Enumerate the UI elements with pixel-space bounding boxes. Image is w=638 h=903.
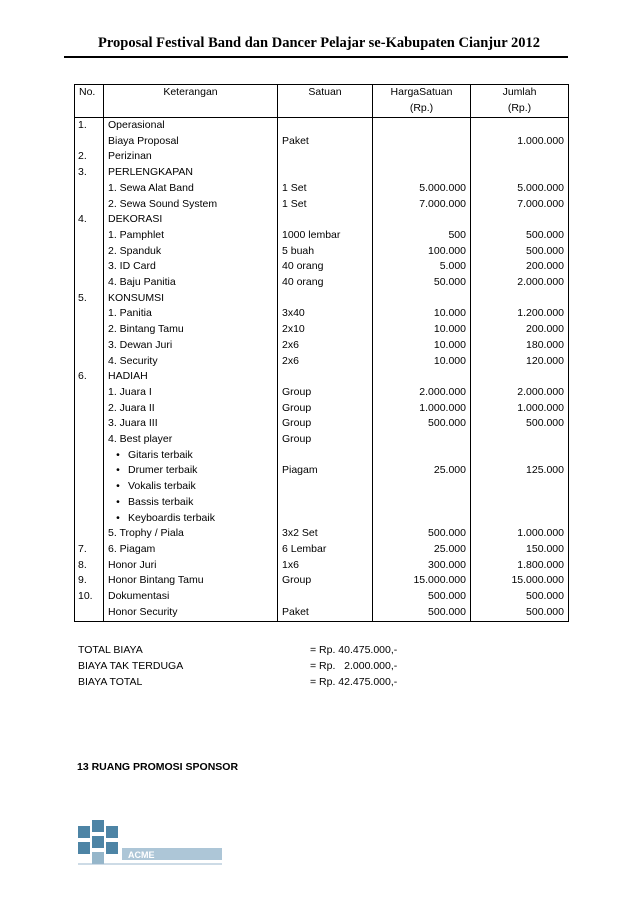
row-no-cell	[75, 526, 104, 542]
row-keterangan-cell: 2. Spanduk	[104, 244, 278, 260]
row-jumlah-cell: 200.000	[471, 259, 569, 275]
table-row	[75, 479, 569, 495]
row-satuan-cell: 2x6	[278, 338, 373, 354]
total-label: BIAYA TAK TERDUGA	[78, 660, 184, 672]
row-harga-cell	[373, 149, 471, 165]
row-jumlah-cell: 500.000	[471, 589, 569, 605]
row-satuan-cell: Group	[278, 573, 373, 589]
row-harga-cell: 5.000.000	[373, 181, 471, 197]
row-keterangan-cell: 3. ID Card	[104, 259, 278, 275]
row-keterangan-cell: • Gitaris terbaik	[104, 448, 278, 464]
row-harga-cell: 10.000	[373, 322, 471, 338]
row-satuan-cell: 1 Set	[278, 181, 373, 197]
table-row	[75, 322, 569, 338]
row-satuan-cell: 1000 lembar	[278, 228, 373, 244]
table-row	[75, 432, 569, 448]
table-row	[75, 181, 569, 197]
header-harga-line2: (Rp.)	[409, 101, 434, 114]
row-satuan-cell	[278, 511, 373, 527]
row-harga-cell	[373, 134, 471, 150]
row-keterangan-cell: 2. Juara II	[104, 401, 278, 417]
row-keterangan-cell: 3. Juara III	[104, 416, 278, 432]
row-jumlah-cell: 1.000.000	[471, 526, 569, 542]
row-jumlah-cell: 500.000	[471, 605, 569, 621]
row-jumlah-cell: 500.000	[471, 416, 569, 432]
table-row	[75, 165, 569, 181]
row-satuan-cell: Group	[278, 385, 373, 401]
row-no-cell	[75, 401, 104, 417]
row-no-cell	[75, 134, 104, 150]
row-harga-cell	[373, 432, 471, 448]
row-satuan-cell: 3x40	[278, 306, 373, 322]
row-harga-cell: 10.000	[373, 354, 471, 370]
row-no-cell: 9.	[75, 573, 104, 589]
table-row	[75, 448, 569, 464]
row-no-cell	[75, 463, 104, 479]
table-row	[75, 275, 569, 291]
row-harga-cell: 500.000	[373, 605, 471, 621]
header-satuan: Satuan	[278, 85, 373, 118]
header-jumlah-line2: (Rp.)	[507, 101, 532, 114]
row-harga-cell: 300.000	[373, 558, 471, 574]
row-harga-cell: 10.000	[373, 306, 471, 322]
row-keterangan-cell: 5. Trophy / Piala	[104, 526, 278, 542]
table-row	[75, 589, 569, 605]
row-jumlah-cell	[471, 291, 569, 307]
row-harga-cell: 7.000.000	[373, 197, 471, 213]
table-row	[75, 495, 569, 511]
total-biaya-row	[74, 642, 568, 658]
table-row	[75, 416, 569, 432]
row-keterangan-cell: Biaya Proposal	[104, 134, 278, 150]
row-harga-cell: 2.000.000	[373, 385, 471, 401]
row-jumlah-cell: 1.800.000	[471, 558, 569, 574]
row-no-cell: 2.	[75, 149, 104, 165]
row-no-cell	[75, 181, 104, 197]
row-satuan-cell: Paket	[278, 134, 373, 150]
row-keterangan-cell: 4. Best player	[104, 432, 278, 448]
row-no-cell: 8.	[75, 558, 104, 574]
row-jumlah-cell	[471, 511, 569, 527]
row-satuan-cell: 3x2 Set	[278, 526, 373, 542]
row-keterangan-cell: 3. Dewan Juri	[104, 338, 278, 354]
header-jumlah	[471, 85, 569, 118]
row-no-cell: 7.	[75, 542, 104, 558]
table-row	[75, 369, 569, 385]
row-jumlah-cell: 2.000.000	[471, 275, 569, 291]
table-row	[75, 228, 569, 244]
table-row	[75, 463, 569, 479]
header-jumlah-line1: Jumlah	[502, 86, 537, 98]
row-jumlah-cell: 2.000.000	[471, 385, 569, 401]
table-row	[75, 306, 569, 322]
row-harga-cell: 500	[373, 228, 471, 244]
row-satuan-cell: 5 buah	[278, 244, 373, 260]
table-row	[75, 118, 569, 134]
row-jumlah-cell	[471, 149, 569, 165]
row-jumlah-cell: 500.000	[471, 244, 569, 260]
row-keterangan-cell: 4. Security	[104, 354, 278, 370]
row-jumlah-cell: 200.000	[471, 322, 569, 338]
table-row	[75, 149, 569, 165]
row-satuan-cell: 1x6	[278, 558, 373, 574]
row-keterangan-cell: KONSUMSI	[104, 291, 278, 307]
total-value: = Rp. 42.475.000,-	[310, 676, 398, 688]
header-keterangan: Keterangan	[104, 85, 278, 118]
row-keterangan-cell: • Drumer terbaik	[104, 463, 278, 479]
row-satuan-cell	[278, 149, 373, 165]
row-harga-cell: 50.000	[373, 275, 471, 291]
row-jumlah-cell	[471, 118, 569, 134]
table-row	[75, 259, 569, 275]
row-jumlah-cell	[471, 432, 569, 448]
row-no-cell	[75, 197, 104, 213]
row-harga-cell	[373, 495, 471, 511]
row-jumlah-cell	[471, 369, 569, 385]
row-harga-cell	[373, 511, 471, 527]
table-row	[75, 526, 569, 542]
budget-table	[74, 84, 569, 622]
document-title: Proposal Festival Band dan Dancer Pelajar se-Kabupaten Cianjur 2012	[97, 35, 540, 51]
biaya-total-row	[74, 674, 568, 690]
row-satuan-cell	[278, 589, 373, 605]
row-jumlah-cell: 125.000	[471, 463, 569, 479]
row-keterangan-cell: Honor Juri	[104, 558, 278, 574]
row-harga-cell	[373, 448, 471, 464]
table-row	[75, 558, 569, 574]
row-no-cell	[75, 605, 104, 621]
header-harga-line1: HargaSatuan	[390, 86, 453, 98]
total-value: = Rp. 40.475.000,-	[310, 644, 398, 656]
section-heading: 13 RUANG PROMOSI SPONSOR	[77, 761, 239, 773]
row-satuan-cell	[278, 495, 373, 511]
title-underline	[64, 56, 568, 58]
row-no-cell	[75, 259, 104, 275]
row-satuan-cell: Piagam	[278, 463, 373, 479]
row-keterangan-cell: DEKORASI	[104, 212, 278, 228]
row-harga-cell: 1.000.000	[373, 401, 471, 417]
row-keterangan-cell: 4. Baju Panitia	[104, 275, 278, 291]
row-no-cell	[75, 338, 104, 354]
row-jumlah-cell: 1.000.000	[471, 134, 569, 150]
total-label: TOTAL BIAYA	[78, 644, 143, 656]
row-satuan-cell: Group	[278, 432, 373, 448]
row-no-cell	[75, 275, 104, 291]
table-row	[75, 573, 569, 589]
row-no-cell	[75, 306, 104, 322]
table-row	[75, 338, 569, 354]
row-jumlah-cell: 7.000.000	[471, 197, 569, 213]
row-jumlah-cell: 1.200.000	[471, 306, 569, 322]
row-no-cell: 6.	[75, 369, 104, 385]
row-jumlah-cell	[471, 479, 569, 495]
row-satuan-cell	[278, 165, 373, 181]
table-row	[75, 354, 569, 370]
row-jumlah-cell	[471, 212, 569, 228]
row-satuan-cell: Group	[278, 401, 373, 417]
row-satuan-cell	[278, 369, 373, 385]
row-keterangan-cell: Dokumentasi	[104, 589, 278, 605]
header-no: No.	[75, 85, 104, 118]
row-satuan-cell	[278, 291, 373, 307]
row-keterangan-cell: 1. Sewa Alat Band	[104, 181, 278, 197]
row-no-cell	[75, 448, 104, 464]
table-row	[75, 511, 569, 527]
row-keterangan-cell: • Bassis terbaik	[104, 495, 278, 511]
row-harga-cell: 25.000	[373, 463, 471, 479]
table-row	[75, 401, 569, 417]
row-jumlah-cell: 180.000	[471, 338, 569, 354]
table-row	[75, 212, 569, 228]
header-harga-satuan	[373, 85, 471, 118]
row-harga-cell	[373, 118, 471, 134]
row-no-cell: 3.	[75, 165, 104, 181]
row-satuan-cell: 40 orang	[278, 259, 373, 275]
logo-text: ACME	[128, 850, 155, 860]
cube-logo-icon	[76, 818, 224, 866]
biaya-tak-terduga-row	[74, 658, 568, 674]
row-harga-cell	[373, 291, 471, 307]
row-satuan-cell	[278, 212, 373, 228]
row-keterangan-cell: 1. Juara I	[104, 385, 278, 401]
row-harga-cell	[373, 165, 471, 181]
table-row	[75, 542, 569, 558]
row-keterangan-cell: PERLENGKAPAN	[104, 165, 278, 181]
row-no-cell	[75, 416, 104, 432]
row-satuan-cell: 1 Set	[278, 197, 373, 213]
row-no-cell	[75, 244, 104, 260]
row-harga-cell: 5.000	[373, 259, 471, 275]
row-no-cell: 5.	[75, 291, 104, 307]
row-keterangan-cell: • Vokalis terbaik	[104, 479, 278, 495]
table-row	[75, 605, 569, 621]
row-satuan-cell	[278, 118, 373, 134]
row-harga-cell: 100.000	[373, 244, 471, 260]
row-satuan-cell: 40 orang	[278, 275, 373, 291]
row-no-cell	[75, 385, 104, 401]
totals-block	[74, 642, 568, 690]
row-keterangan-cell: • Keyboardis terbaik	[104, 511, 278, 527]
row-keterangan-cell: Honor Security	[104, 605, 278, 621]
row-no-cell	[75, 432, 104, 448]
row-harga-cell: 15.000.000	[373, 573, 471, 589]
table-row	[75, 244, 569, 260]
row-satuan-cell: 6 Lembar	[278, 542, 373, 558]
row-no-cell	[75, 228, 104, 244]
row-jumlah-cell	[471, 165, 569, 181]
row-harga-cell	[373, 479, 471, 495]
row-keterangan-cell: 1. Pamphlet	[104, 228, 278, 244]
table-row	[75, 291, 569, 307]
budget-table-body	[75, 118, 569, 622]
table-row	[75, 134, 569, 150]
row-no-cell	[75, 322, 104, 338]
row-satuan-cell: 2x6	[278, 354, 373, 370]
row-no-cell: 10.	[75, 589, 104, 605]
row-jumlah-cell: 1.000.000	[471, 401, 569, 417]
row-harga-cell	[373, 212, 471, 228]
row-jumlah-cell: 5.000.000	[471, 181, 569, 197]
row-keterangan-cell: Operasional	[104, 118, 278, 134]
row-jumlah-cell: 500.000	[471, 228, 569, 244]
row-keterangan-cell: Honor Bintang Tamu	[104, 573, 278, 589]
row-satuan-cell	[278, 448, 373, 464]
row-satuan-cell: 2x10	[278, 322, 373, 338]
row-keterangan-cell: 1. Panitia	[104, 306, 278, 322]
row-jumlah-cell: 15.000.000	[471, 573, 569, 589]
row-jumlah-cell: 120.000	[471, 354, 569, 370]
row-no-cell	[75, 479, 104, 495]
row-satuan-cell: Paket	[278, 605, 373, 621]
row-no-cell: 1.	[75, 118, 104, 134]
row-no-cell	[75, 354, 104, 370]
row-no-cell	[75, 495, 104, 511]
table-row	[75, 197, 569, 213]
row-harga-cell	[373, 369, 471, 385]
row-no-cell	[75, 511, 104, 527]
row-no-cell: 4.	[75, 212, 104, 228]
table-row	[75, 385, 569, 401]
total-label: BIAYA TOTAL	[78, 676, 143, 688]
row-satuan-cell	[278, 479, 373, 495]
row-keterangan-cell: 2. Sewa Sound System	[104, 197, 278, 213]
row-harga-cell: 25.000	[373, 542, 471, 558]
row-keterangan-cell: 2. Bintang Tamu	[104, 322, 278, 338]
table-header-row	[75, 85, 569, 118]
row-jumlah-cell	[471, 495, 569, 511]
row-keterangan-cell: Perizinan	[104, 149, 278, 165]
row-harga-cell: 500.000	[373, 526, 471, 542]
row-satuan-cell: Group	[278, 416, 373, 432]
row-jumlah-cell: 150.000	[471, 542, 569, 558]
total-value: = Rp. 2.000.000,-	[310, 660, 398, 672]
row-harga-cell: 10.000	[373, 338, 471, 354]
row-harga-cell: 500.000	[373, 589, 471, 605]
row-keterangan-cell: 6. Piagam	[104, 542, 278, 558]
row-harga-cell: 500.000	[373, 416, 471, 432]
row-jumlah-cell	[471, 448, 569, 464]
row-keterangan-cell: HADIAH	[104, 369, 278, 385]
